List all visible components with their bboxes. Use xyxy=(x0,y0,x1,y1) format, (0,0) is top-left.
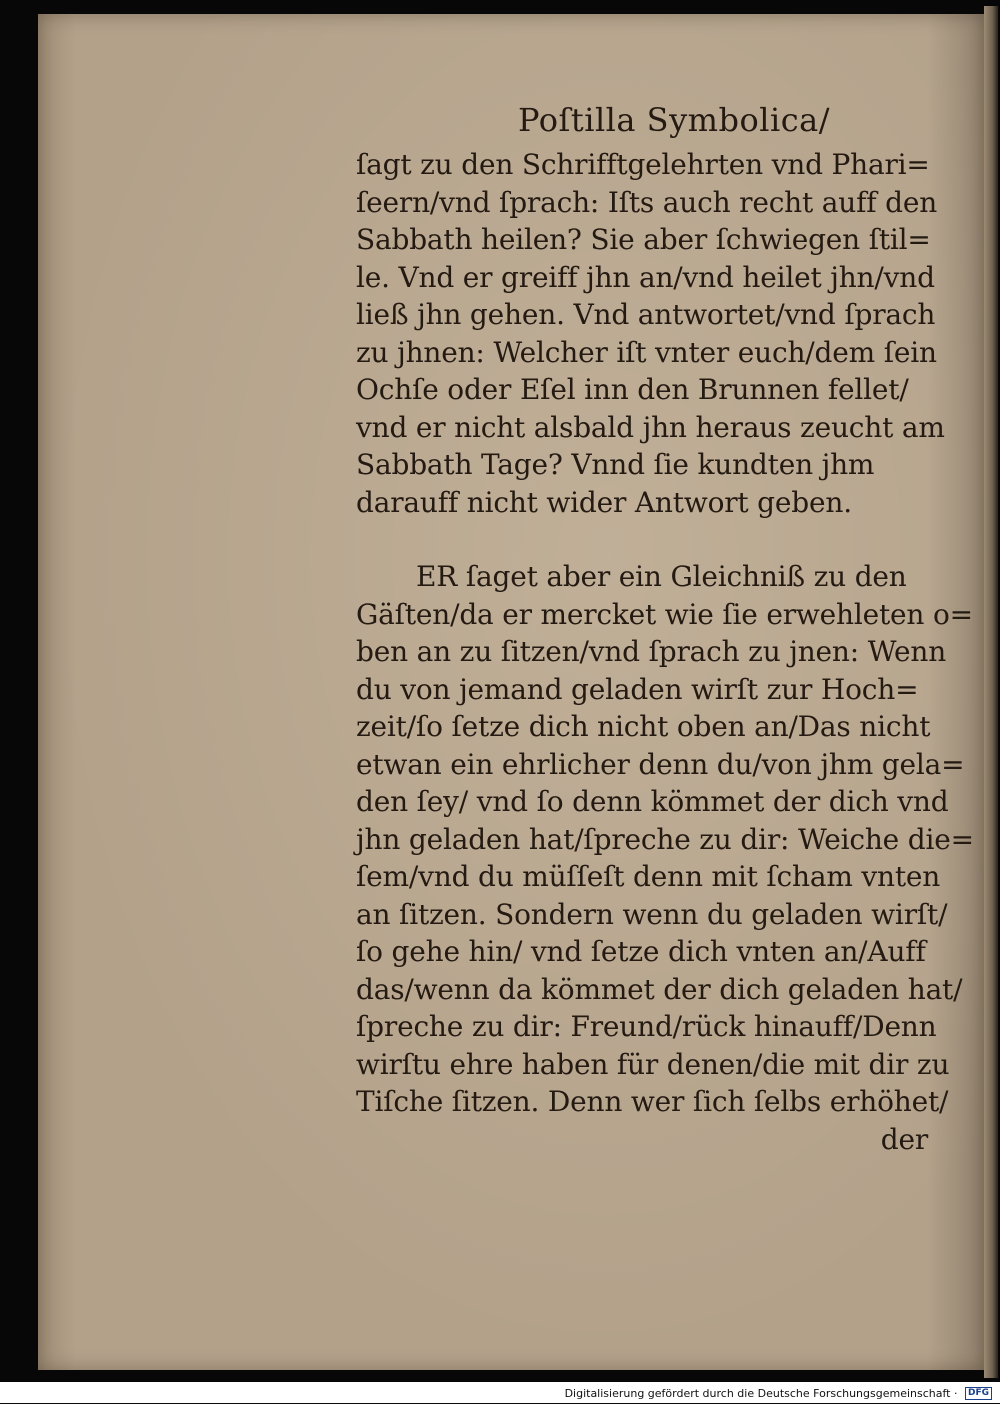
text-line: etwan ein ehrlicher denn du/von jhm gela= xyxy=(356,747,965,781)
text-line: Ochſe oder Eſel inn den Brunnen fellet/ xyxy=(356,373,909,406)
dfg-logo: DFG xyxy=(965,1387,992,1400)
text-line: ſagt zu den Schrifftgelehrten vnd Phari= xyxy=(356,148,930,181)
text-line: zu jhnen: Welcher iſt vnter euch/dem ſein xyxy=(356,335,937,369)
text-line: darauff nicht wider Antwort geben. xyxy=(356,485,852,519)
text-line: Gäſten/da er mercket wie ſie erwehleten o= xyxy=(356,597,973,631)
text-line: wirſtu ehre haben für denen/die mit dir zu xyxy=(356,1047,950,1081)
paragraph-gap xyxy=(356,521,952,558)
funding-footer xyxy=(0,1382,1000,1403)
text-line: ſo gehe hin/ vnd ſetze dich vnten an/Auff xyxy=(356,935,926,968)
text-line: an ſitzen. Sondern wenn du geladen wirſt/ xyxy=(356,897,948,931)
text-line: den ſey/ vnd ſo denn kömmet der dich vnd xyxy=(356,785,949,818)
catchword: der xyxy=(880,1122,928,1156)
text-line: ſeern/vnd ſprach: Iſts auch recht auff den xyxy=(356,185,938,219)
text-line: le. Vnd er greiff jhn an/vnd heilet jhn/vnd xyxy=(356,260,935,294)
text-line: zeit/ſo ſetze dich nicht oben an/Das nicht xyxy=(356,710,931,743)
text-line: ben an zu ſitzen/vnd ſprach zu jnen: Wenn xyxy=(356,635,947,668)
text-line: ſem/vnd du müſſeſt denn mit ſcham vnten xyxy=(356,860,941,893)
running-header: Poſtilla Symbolica/ xyxy=(518,101,830,139)
text-line: Sabbath Tage? Vnnd ſie kundten jhm xyxy=(356,448,875,481)
funding-note: Digitalisierung gefördert durch die Deutsche Forschungsgemeinschaft · xyxy=(564,1386,958,1400)
text-line: vnd er nicht alsbald jhn heraus zeucht am xyxy=(356,410,945,444)
paragraph-2 xyxy=(356,558,974,1121)
paragraph-1 xyxy=(356,146,952,521)
text-line: Tiſche ſitzen. Denn wer ſich ſelbs erhöhet/ xyxy=(356,1085,949,1118)
text-line: ließ jhn gehen. Vnd antwortet/vnd ſprach xyxy=(356,298,936,331)
text-line: ſpreche zu dir: Freund/rück hinauff/Denn xyxy=(356,1010,937,1043)
text-line: ER ſaget aber ein Gleichniß zu den xyxy=(416,560,907,593)
text-line: Sabbath heilen? Sie aber ſchwiegen ſtil= xyxy=(356,223,931,256)
text-line: du von jemand geladen wirſt zur Hoch= xyxy=(356,672,919,706)
text-block xyxy=(356,96,974,1158)
text-line: jhn geladen hat/ſpreche zu dir: Weiche die= xyxy=(356,822,974,856)
page-edge xyxy=(984,6,998,1378)
text-line: das/wenn da kömmet der dich geladen hat/ xyxy=(356,972,963,1006)
